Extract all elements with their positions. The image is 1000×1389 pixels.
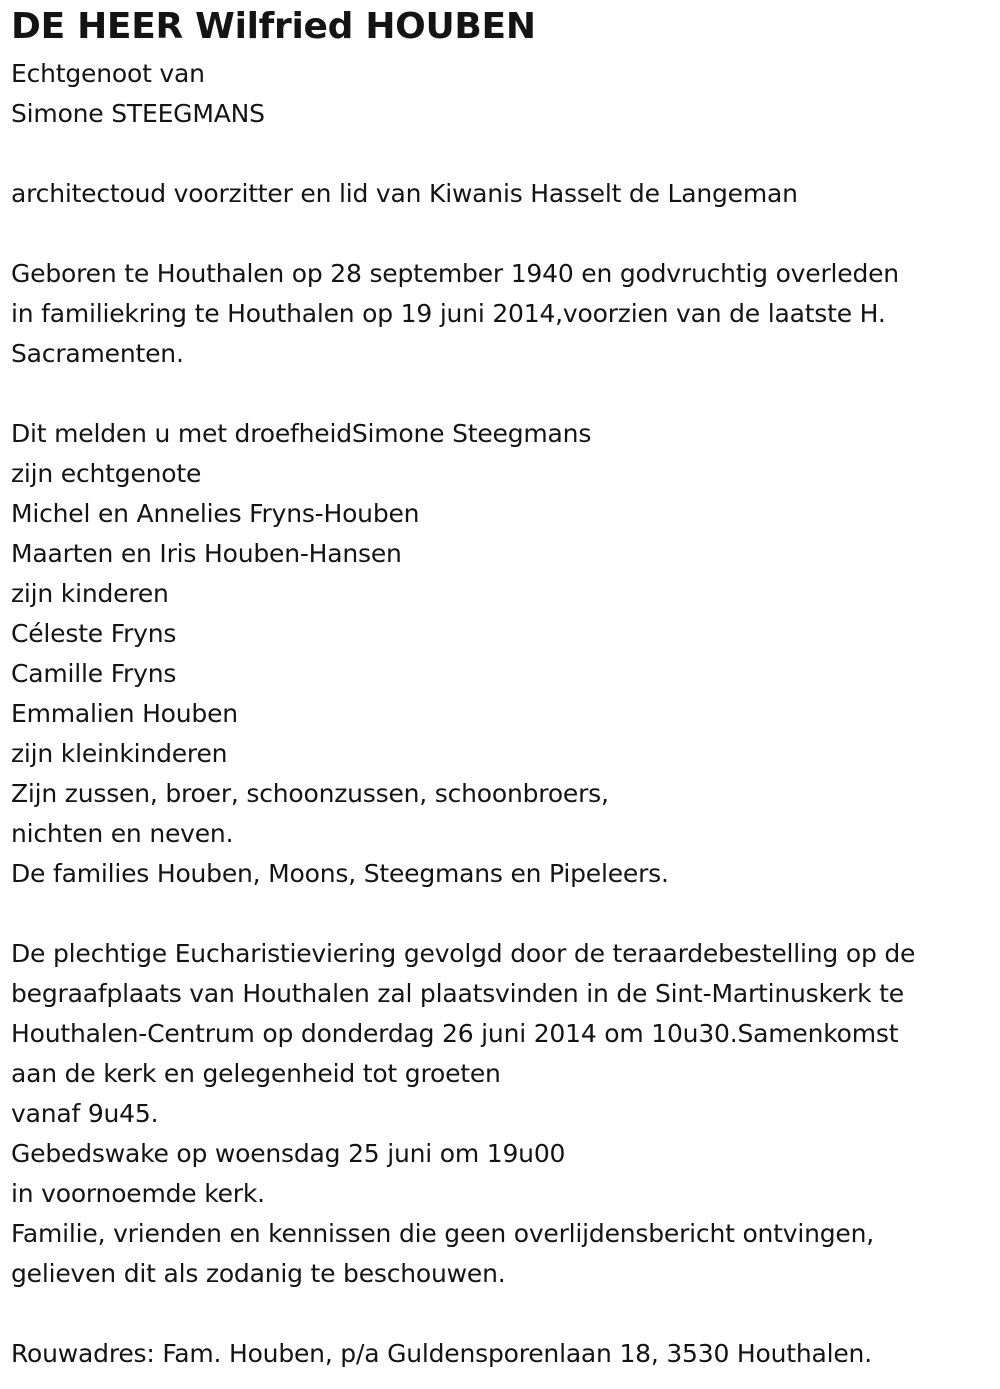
ceremony-line: in voornoemde kerk. (11, 1179, 265, 1208)
family-line: nichten en neven. (11, 819, 234, 848)
family-line: zijn kinderen (11, 579, 169, 608)
birth-death-line: Geboren te Houthalen op 28 september 1940 en godvruchtig overleden (11, 259, 899, 288)
obituary-document (11, 0, 996, 1374)
spouse-name-line: Simone STEEGMANS (11, 99, 265, 128)
ceremony-line: begraafplaats van Houthalen zal plaatsvinden in de Sint-Martinuskerk te (11, 979, 904, 1008)
mourning-address-line: Rouwadres: Fam. Houben, p/a Guldensporenlaan 18, 3530 Houthalen. (11, 1339, 872, 1368)
birth-death-line: in familiekring te Houthalen op 19 juni 2014,voorzien van de laatste H. (11, 299, 886, 328)
ceremony-line: aan de kerk en gelegenheid tot groeten (11, 1059, 501, 1088)
family-line: Maarten en Iris Houben-Hansen (11, 539, 402, 568)
family-line: De families Houben, Moons, Steegmans en Pipeleers. (11, 859, 669, 888)
ceremony-line: De plechtige Eucharistieviering gevolgd door de teraardebestelling op de (11, 939, 916, 968)
spacer (11, 134, 996, 174)
ceremony-line: Familie, vrienden en kennissen die geen overlijdensbericht ontvingen, (11, 1219, 875, 1248)
family-line: Zijn zussen, broer, schoonzussen, schoonbroers, (11, 779, 609, 808)
spouse-section (11, 54, 996, 134)
ceremony-paragraph (11, 934, 996, 1294)
family-line: zijn echtgenote (11, 459, 202, 488)
ceremony-line: vanaf 9u45. (11, 1099, 159, 1128)
ceremony-line: Gebedswake op woensdag 25 juni om 19u00 (11, 1139, 566, 1168)
family-line: Emmalien Houben (11, 699, 238, 728)
deceased-name-heading: DE HEER Wilfried HOUBEN (11, 6, 536, 47)
occupation-line: architectoud voorzitter en lid van Kiwanis Hasselt de Langeman (11, 179, 798, 208)
spacer (11, 894, 996, 934)
spacer (11, 1294, 996, 1334)
ceremony-line: gelieven dit als zodanig te beschouwen. (11, 1259, 506, 1288)
ceremony-line: Houthalen-Centrum op donderdag 26 juni 2014 om 10u30.Samenkomst (11, 1019, 899, 1048)
family-announcement (11, 414, 996, 894)
spouse-intro-line: Echtgenoot van (11, 59, 205, 88)
family-line: Dit melden u met droefheidSimone Steegmans (11, 419, 592, 448)
family-line: Céleste Fryns (11, 619, 177, 648)
family-line: Camille Fryns (11, 659, 177, 688)
spacer (11, 374, 996, 414)
spacer (11, 214, 996, 254)
birth-death-paragraph (11, 254, 996, 374)
birth-death-line: Sacramenten. (11, 339, 184, 368)
family-line: Michel en Annelies Fryns-Houben (11, 499, 420, 528)
family-line: zijn kleinkinderen (11, 739, 228, 768)
